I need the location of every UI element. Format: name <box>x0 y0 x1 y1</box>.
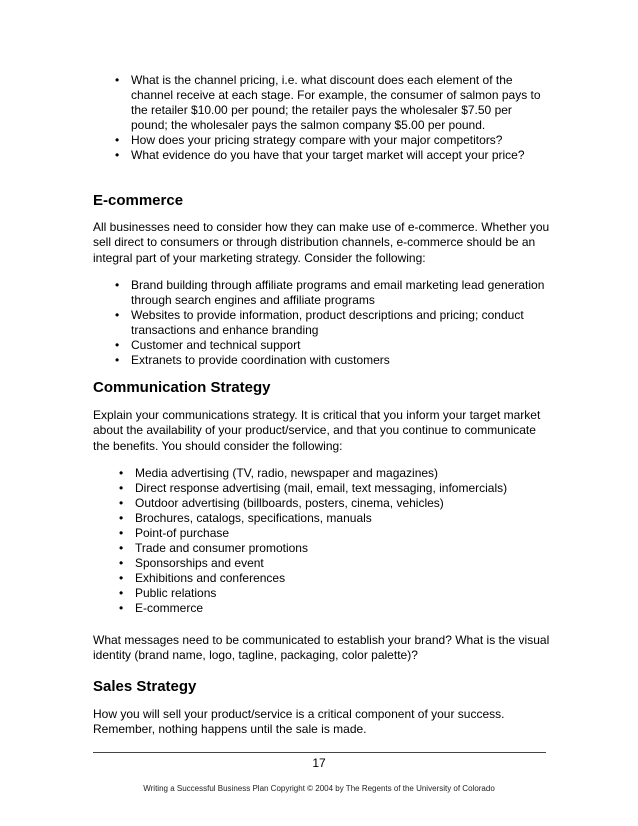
communication-closing: What messages need to be communicated to establish your brand? What is the visual identity (brand name, logo, tagline, packaging, color palette)? <box>93 633 550 663</box>
communication-heading: Communication Strategy <box>93 379 271 396</box>
footer-copyright: Writing a Successful Business Plan Copyright © 2004 by The Regents of the University of Colorado <box>143 784 495 793</box>
list-item: • Websites to provide information, product descriptions and pricing; conduct transactions and enhance branding <box>131 308 551 338</box>
list-item: • What evidence do you have that your target market will accept your price? <box>131 148 551 163</box>
footer-divider <box>93 752 546 753</box>
list-item: • Brochures, catalogs, specifications, manuals <box>135 511 535 526</box>
list-item: • E-commerce <box>135 601 535 616</box>
communication-intro: Explain your communications strategy. It is critical that you inform your target market about the availability of your product/service, and that you continue to communicate the benefits. You should consider the following: <box>93 408 541 453</box>
list-item: • How does your pricing strategy compare with your major competitors? <box>131 133 551 148</box>
list-item: • Media advertising (TV, radio, newspaper and magazines) <box>135 466 535 481</box>
list-item: • Customer and technical support <box>131 338 551 353</box>
list-item: • Outdoor advertising (billboards, posters, cinema, vehicles) <box>135 496 535 511</box>
ecommerce-heading: E-commerce <box>93 192 184 209</box>
list-item: • Public relations <box>135 586 535 601</box>
list-item: • Brand building through affiliate programs and email marketing lead generation through search engines and affiliate programs <box>131 278 551 308</box>
list-item: • Point-of purchase <box>135 526 535 541</box>
sales-heading: Sales Strategy <box>93 678 197 695</box>
list-item: • Trade and consumer promotions <box>135 541 535 556</box>
list-item: • Sponsorships and event <box>135 556 535 571</box>
list-item: • What is the channel pricing, i.e. what discount does each element of the channel receive at each stage. For example, the consumer of salmon pays to the retailer $10.00 per pound; the retailer pays the wholesaler $7.50 per pound; the wholesaler pays the salmon company $5.00 per pound. <box>131 73 551 133</box>
page-number: 17 <box>312 756 326 770</box>
ecommerce-intro: All businesses need to consider how they can make use of e-commerce. Whether you sell direct to consumers or through distribution channels, e-commerce should be an integral part of your marketing strategy. Consider the following: <box>93 220 550 265</box>
ecommerce-list <box>131 278 551 368</box>
list-item: • Direct response advertising (mail, email, text messaging, infomercials) <box>135 481 535 496</box>
list-item: • Extranets to provide coordination with customers <box>131 353 551 368</box>
communication-list <box>135 466 535 616</box>
sales-intro: How you will sell your product/service is a critical component of your success. Remember, nothing happens until the sale is made. <box>93 707 505 737</box>
list-item: • Exhibitions and conferences <box>135 571 535 586</box>
pricing-questions-list <box>131 73 551 163</box>
